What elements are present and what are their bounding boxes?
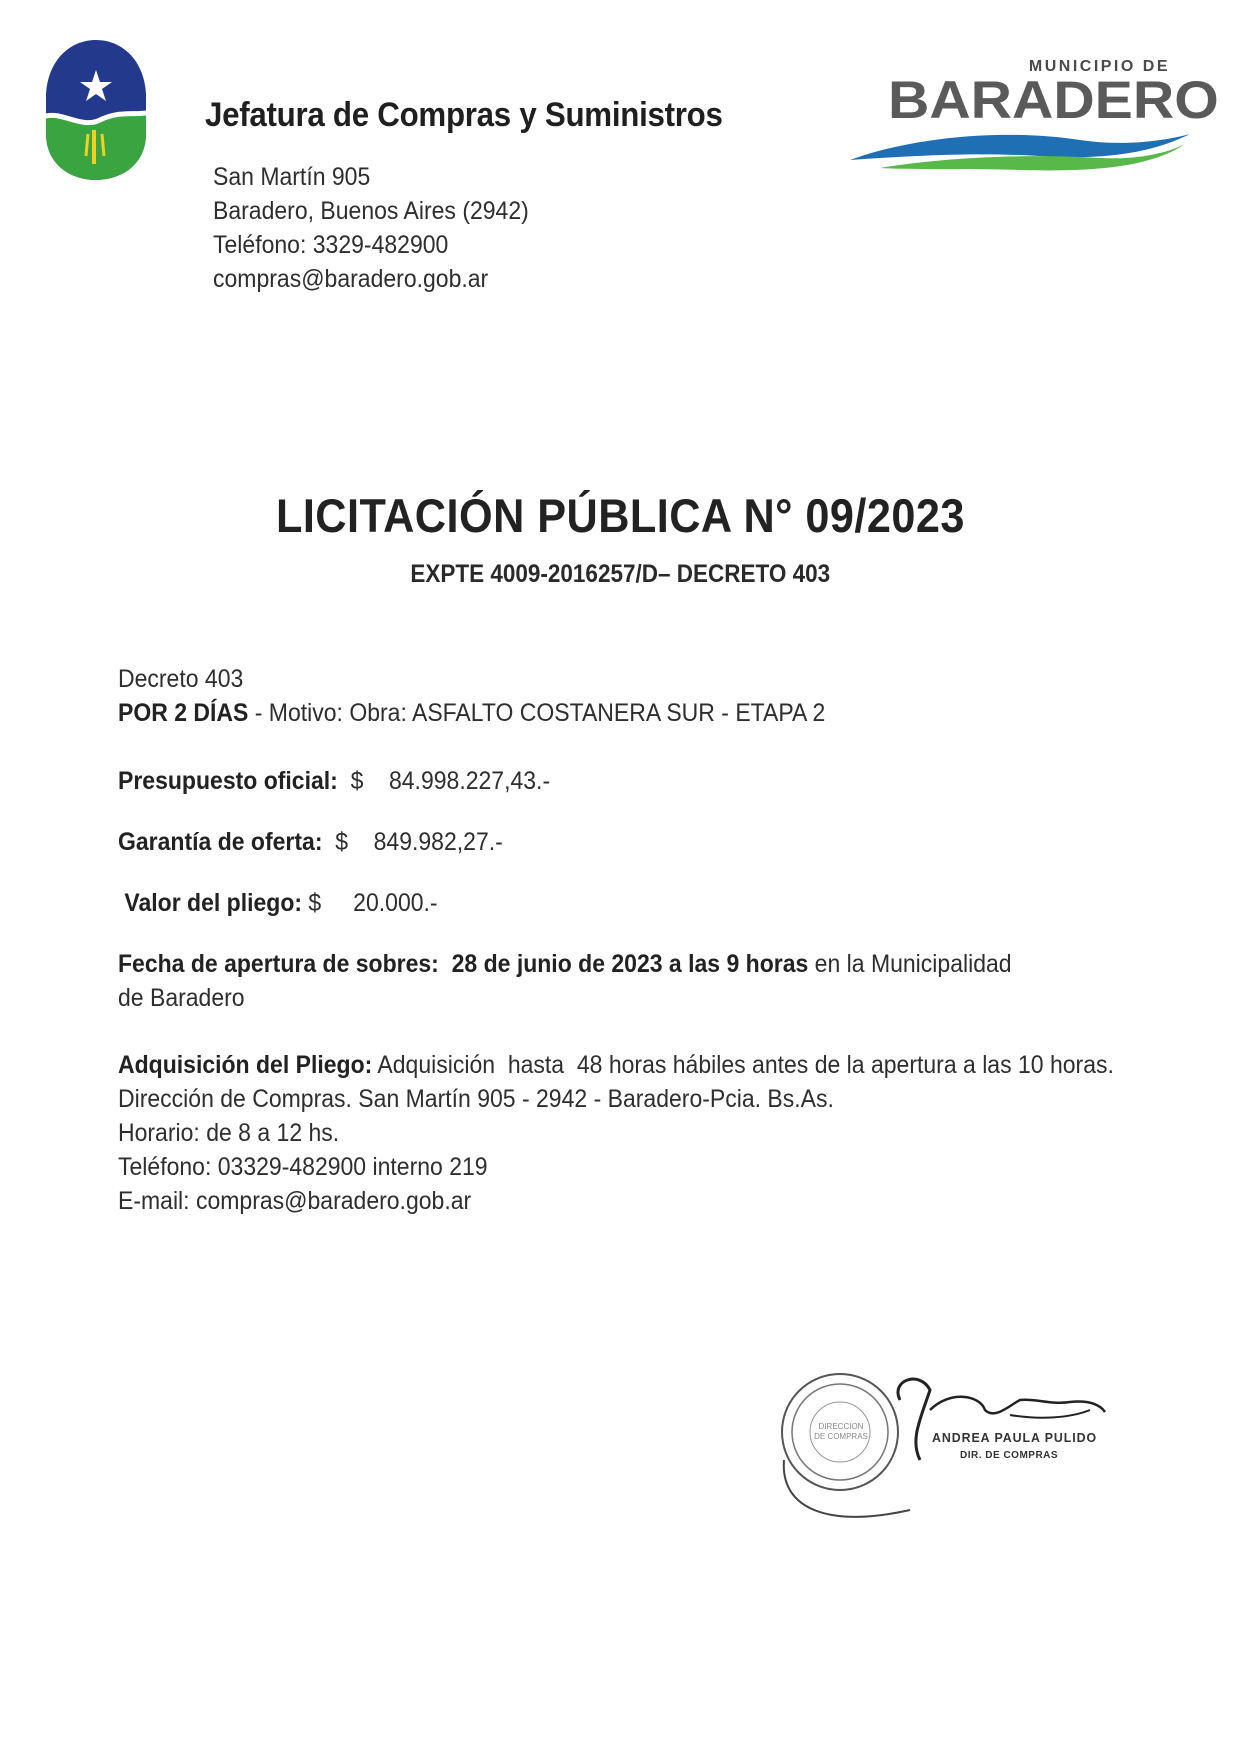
office-title: Jefatura de Compras y Suministros	[205, 96, 723, 134]
fecha-apertura-line	[118, 947, 1112, 981]
address-email: compras@baradero.gob.ar	[213, 265, 489, 293]
tender-details	[118, 662, 1198, 1218]
fecha-apertura-rest: en la Municipalidad	[808, 950, 1012, 978]
valor-pliego-label: Valor del pliego:	[118, 889, 303, 917]
document-subtitle-text: EXPTE 4009-2016257/D– DECRETO 403	[410, 560, 831, 588]
presupuesto-label: Presupuesto oficial:	[118, 767, 338, 795]
signer-name: ANDREA PAULA PULIDO	[932, 1430, 1098, 1445]
adquisicion-label: Adquisición del Pliego:	[118, 1051, 373, 1079]
telefono-line: Teléfono: 03329-482900 interno 219	[118, 1153, 488, 1181]
office-address	[213, 160, 529, 296]
signature-block	[770, 1360, 1130, 1540]
presupuesto-value: $ 84.998.227,43.-	[337, 767, 551, 795]
address-phone: Teléfono: 3329-482900	[213, 231, 449, 259]
baradero-brand-logo	[850, 48, 1219, 173]
official-stamp-icon	[770, 1360, 1130, 1540]
signer-role: DIR. DE COMPRAS	[960, 1450, 1059, 1461]
address-city: Baradero, Buenos Aires (2942)	[213, 197, 529, 225]
presupuesto-line	[118, 764, 1112, 798]
valor-pliego-value: $ 20.000.-	[302, 889, 438, 917]
garantia-label: Garantía de oferta:	[118, 828, 323, 856]
por-dias-label: POR 2 DÍAS	[118, 699, 249, 727]
decreto-line: Decreto 403	[118, 665, 244, 693]
email-line: E-mail: compras@baradero.gob.ar	[118, 1187, 472, 1215]
brand-wave-icon	[850, 98, 1190, 178]
adquisicion-text: Adquisición hasta 48 horas hábiles antes de la apertura a las 10 horas.	[372, 1051, 1114, 1079]
document-subtitle	[0, 560, 1241, 589]
address-street: San Martín 905	[213, 163, 371, 191]
motivo-text: - Motivo: Obra: ASFALTO COSTANERA SUR - ETAPA 2	[248, 699, 826, 727]
garantia-value: $ 849.982,27.-	[322, 828, 503, 856]
fecha-apertura-value: 28 de junio de 2023 a las 9 horas	[438, 950, 809, 978]
motivo-line	[118, 696, 1112, 730]
garantia-line	[118, 825, 1112, 859]
adquisicion-line	[118, 1048, 1112, 1082]
horario-line: Horario: de 8 a 12 hs.	[118, 1119, 340, 1147]
valor-pliego-line	[118, 886, 1112, 920]
stamp-center-text: DIRECCION DE COMPRAS	[814, 1422, 868, 1441]
municipal-crest-logo	[40, 38, 152, 182]
brand-municipio-label: MUNICIPIO DE	[1028, 58, 1170, 75]
direccion-line: Dirección de Compras. San Martín 905 - 2942 - Baradero-Pcia. Bs.As.	[118, 1085, 834, 1113]
document-title-text: LICITACIÓN PÚBLICA N° 09/2023	[276, 489, 965, 542]
fecha-apertura-label: Fecha de apertura de sobres:	[118, 950, 439, 978]
fecha-apertura-line-2: de Baradero	[118, 984, 245, 1012]
document-title	[0, 488, 1241, 543]
brand-name: BARADERO	[888, 71, 1219, 130]
